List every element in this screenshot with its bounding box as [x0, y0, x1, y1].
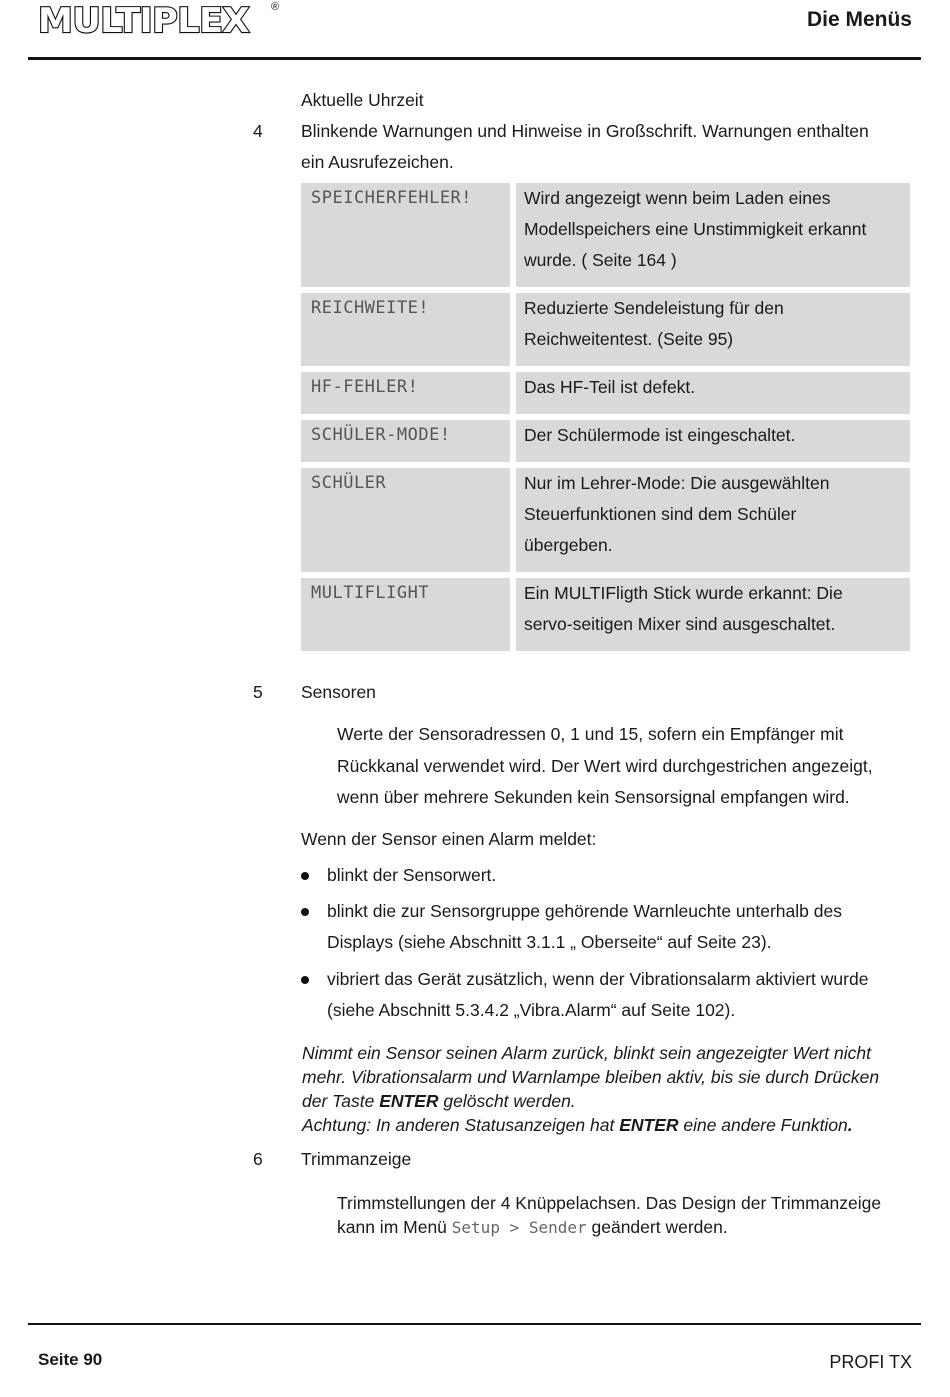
warning-desc-line: Der Schülermode ist eingeschaltet. — [524, 425, 796, 445]
item5-desc-line3: wenn über mehrere Sekunden kein Sensorsignal empfangen wird. — [337, 787, 850, 807]
bullet-2-line1: blinkt die zur Sensorgruppe gehörende Warnleuchte unterhalb des — [327, 901, 842, 921]
note-line3 — [302, 1089, 576, 1113]
warning-code: SCHÜLER — [301, 468, 510, 572]
warning-desc — [516, 468, 910, 572]
warning-desc — [516, 578, 910, 651]
warning-desc — [516, 183, 910, 287]
warning-code: SCHÜLER-MODE! — [301, 420, 510, 462]
warning-desc — [516, 372, 910, 414]
item3-tail-text: Aktuelle Uhrzeit — [301, 90, 424, 110]
item5-number: 5 — [253, 682, 263, 702]
bullet-2-line2: Displays (siehe Abschnitt 3.1.1 „ Oberseite“ auf Seite 23). — [327, 932, 772, 952]
bullet-dot — [301, 976, 309, 984]
note-text: der Taste — [302, 1091, 380, 1111]
warning-row-hf-fehler — [301, 372, 910, 414]
warning-desc-line: übergeben. — [524, 535, 613, 555]
warning-code: MULTIFLIGHT — [301, 578, 510, 651]
warning-desc-line: Nur im Lehrer-Mode: Die ausgewählten — [524, 473, 830, 493]
alarm-intro: Wenn der Sensor einen Alarm meldet: — [301, 829, 597, 849]
item5-title: Sensoren — [301, 682, 376, 702]
warning-code: SPEICHERFEHLER! — [301, 183, 510, 287]
bullet-3-line2: (siehe Abschnitt 5.3.4.2 „Vibra.Alarm“ auf Seite 102). — [327, 1000, 736, 1020]
registered-mark: ® — [271, 1, 280, 13]
note-line2: mehr. Vibrationsalarm und Warnlampe bleiben aktiv, bis sie durch Drücken — [302, 1067, 880, 1087]
warning-row-schueler-mode — [301, 420, 910, 462]
warnings-table — [301, 183, 910, 657]
item4-number: 4 — [253, 121, 263, 141]
enter-key-label: ENTER — [619, 1115, 679, 1135]
warning-desc-line: servo-seitigen Mixer sind ausgeschaltet. — [524, 614, 836, 634]
warning-desc — [516, 420, 910, 462]
warning-row-multiflight — [301, 578, 910, 651]
note-period: . — [847, 1115, 853, 1135]
footer-rule — [28, 1323, 921, 1325]
multiplex-logo: MULTIPLEX — [38, 1, 250, 41]
product-name: PROFI TX — [829, 1352, 912, 1372]
item6-text: kann im Menü — [337, 1217, 452, 1237]
warning-row-schueler — [301, 468, 910, 572]
warning-desc-line: Reichweitentest. (Seite 95) — [524, 329, 734, 349]
warning-desc-line: Das HF-Teil ist defekt. — [524, 377, 696, 397]
item6-title: Trimmanzeige — [301, 1149, 412, 1169]
warning-desc-line: Modellspeichers eine Unstimmigkeit erkannt — [524, 219, 867, 239]
note-line4 — [302, 1113, 853, 1137]
item6-line2 — [337, 1215, 728, 1240]
item4-text-line1: Blinkende Warnungen und Hinweise in Großschrift. Warnungen enthalten — [301, 121, 869, 141]
bullet-dot — [301, 908, 309, 916]
warning-code: HF-FEHLER! — [301, 372, 510, 414]
note-text: Achtung: In anderen Statusanzeigen hat — [302, 1115, 620, 1135]
note-line1: Nimmt ein Sensor seinen Alarm zurück, blinkt sein angezeigter Wert nicht — [302, 1043, 871, 1063]
warning-row-reichweite — [301, 293, 910, 366]
menu-path: Setup > Sender — [451, 1218, 587, 1237]
item5-desc-line1: Werte der Sensoradressen 0, 1 und 15, sofern ein Empfänger mit — [337, 724, 844, 744]
bullet-1-text: blinkt der Sensorwert. — [327, 865, 497, 885]
warning-code: REICHWEITE! — [301, 293, 510, 366]
warning-desc-line: Reduzierte Sendeleistung für den — [524, 298, 784, 318]
page-number: Seite 90 — [38, 1350, 103, 1369]
item6-number: 6 — [253, 1149, 263, 1169]
warning-desc-line: Ein MULTIFligth Stick wurde erkannt: Die — [524, 583, 843, 603]
warning-desc-line: wurde. ( Seite 164 ) — [524, 250, 677, 270]
item5-desc-line2: Rückkanal verwendet wird. Der Wert wird durchgestrichen angezeigt, — [337, 756, 873, 776]
enter-key-label: ENTER — [379, 1091, 439, 1111]
bullet-dot — [301, 872, 309, 880]
item4-text-line2: ein Ausrufezeichen. — [301, 152, 454, 172]
item6-line1: Trimmstellungen der 4 Knüppelachsen. Das Design der Trimmanzeige — [337, 1193, 882, 1213]
warning-desc-line: Steuerfunktionen sind dem Schüler — [524, 504, 797, 524]
warning-desc-line: Wird angezeigt wenn beim Laden eines — [524, 188, 831, 208]
item6-text: geändert werden. — [586, 1217, 728, 1237]
warning-row-speicherfehler — [301, 183, 910, 287]
warning-desc — [516, 293, 910, 366]
chapter-title: Die Menüs — [806, 8, 912, 31]
note-text: eine andere Funktion — [678, 1115, 848, 1135]
bullet-3-line1: vibriert das Gerät zusätzlich, wenn der Vibrationsalarm aktiviert wurde — [327, 969, 869, 989]
header-rule — [28, 57, 921, 60]
note-text: gelöscht werden. — [438, 1091, 576, 1111]
